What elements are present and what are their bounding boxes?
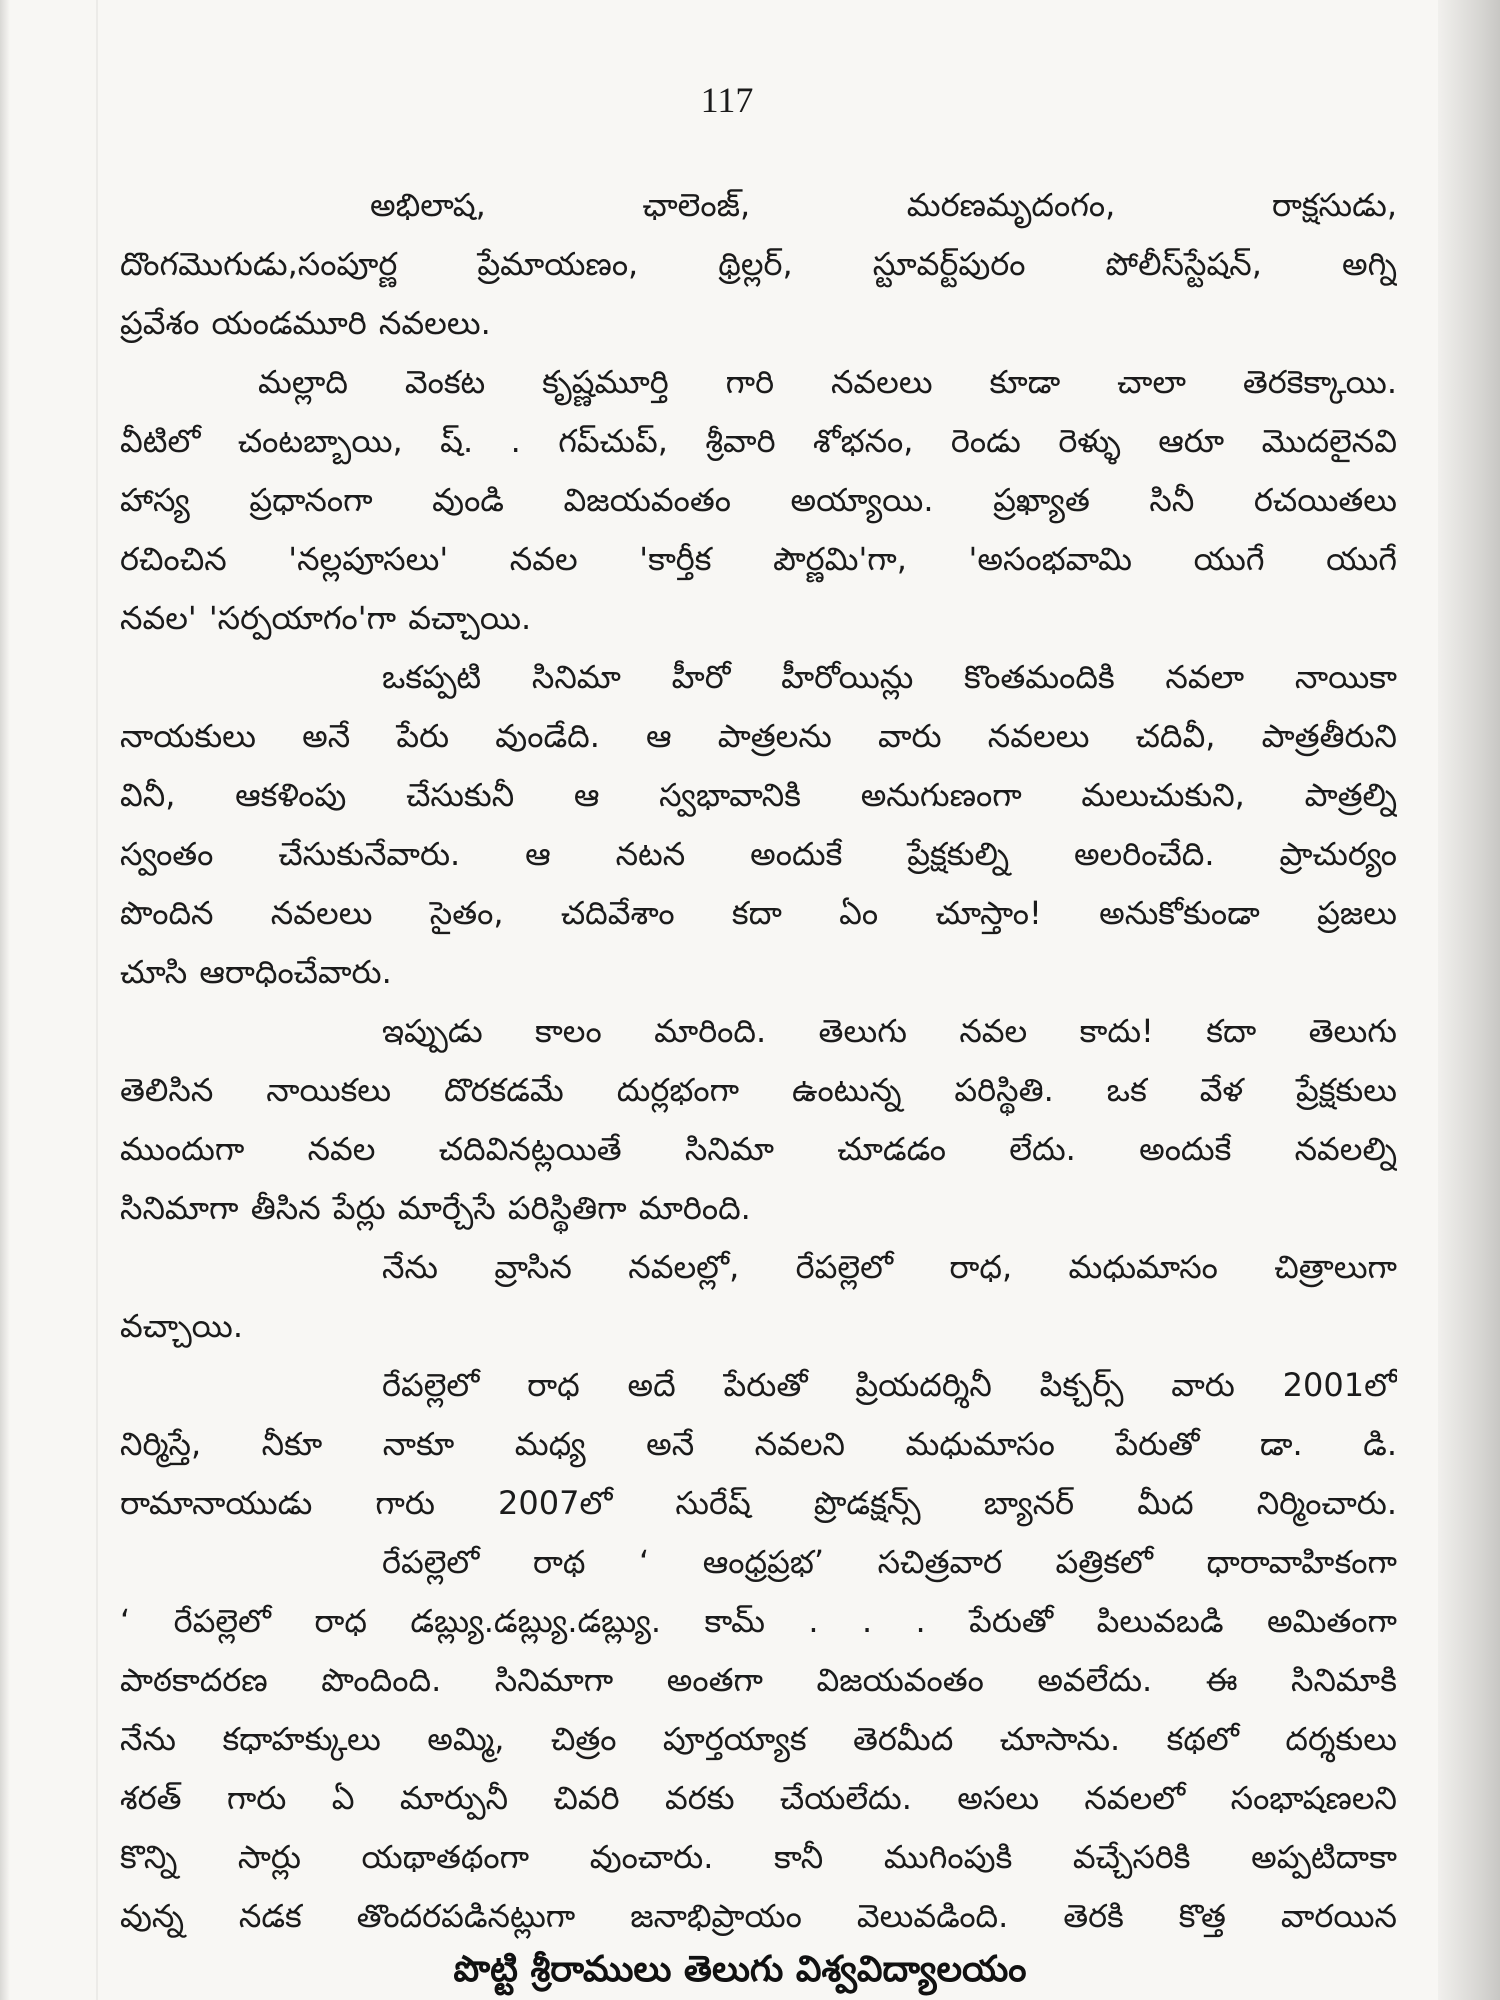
text-line: కొన్ని సార్లు యథాతథంగా వుంచారు. కానీ ముగింపుకి వచ్చేసరికి అప్పటిదాకా — [120, 1838, 1397, 1876]
text-line: నేను వ్రాసిన నవలల్లో, రేపల్లెలో రాధ, మధుమాసం చిత్రాలుగా — [382, 1248, 1397, 1286]
paragraph-4 — [120, 1002, 1397, 1238]
text-line: చూసి ఆరాధించేవారు. — [120, 953, 392, 991]
text-line: పొందిన నవలలు సైతం, చదివేశాం కదా ఏం చూస్తాం! అనుకోకుండా ప్రజలు — [120, 894, 1397, 932]
page-number: 117 — [700, 80, 754, 120]
text-line: నవల' 'సర్పయాగం'గా వచ్చాయి. — [120, 599, 532, 637]
page-right-edge-shadow — [1438, 0, 1500, 2000]
text-line: సినిమాగా తీసిన పేర్లు మార్చేసే పరిస్థితిగా మారింది. — [120, 1189, 751, 1227]
text-line: తెలిసిన నాయికలు దొరకడమే దుర్లభంగా ఉంటున్న పరిస్థితి. ఒక వేళ ప్రేక్షకులు — [120, 1071, 1397, 1109]
text-line: ‘ రేపల్లెలో రాధ డబ్ల్యు.డబ్ల్యు.డబ్ల్యు. కామ్ . . . పేరుతో పిలువబడి అమితంగా — [120, 1602, 1397, 1640]
text-line: వచ్చాయి. — [120, 1307, 244, 1345]
page-fold-line — [96, 0, 98, 2000]
text-line: శరత్ గారు ఏ మార్పునీ చివరి వరకు చేయలేదు. అసలు నవలలో సంభాషణలని — [120, 1779, 1397, 1817]
text-line: మల్లాది వెంకట కృష్ణమూర్తి గారి నవలలు కూడా చాలా తెరకెక్కాయి. — [258, 363, 1397, 401]
text-line: నిర్మిస్తే, నీకూ నాకూ మధ్య అనే నవలని మధుమాసం పేరుతో డా. డి. — [120, 1425, 1397, 1463]
paragraph-6 — [120, 1356, 1397, 1533]
paragraph-1 — [120, 176, 1397, 353]
text-line: అభిలాష, ఛాలెంజ్, మరణమృదంగం, రాక్షసుడు, — [370, 186, 1397, 224]
body-text — [120, 176, 1397, 1946]
text-line: వీటిలో చంటబ్బాయి, ష్. . గప్‌చుప్, శ్రీవారి శోభనం, రెండు రెళ్ళు ఆరూ మొదలైనవి — [120, 422, 1397, 460]
page-left-edge-shadow — [0, 0, 10, 2000]
text-line: పాఠకాదరణ పొందింది. సినిమాగా అంతగా విజయవంతం అవలేదు. ఈ సినిమాకి — [120, 1661, 1397, 1699]
text-line: హాస్య ప్రధానంగా వుండి విజయవంతం అయ్యాయి. ప్రఖ్యాత సినీ రచయితలు — [120, 481, 1397, 519]
text-line: నాయకులు అనే పేరు వుండేది. ఆ పాత్రలను వారు నవలలు చదివీ, పాత్రతీరుని — [120, 717, 1397, 755]
paragraph-7 — [120, 1533, 1397, 1946]
text-line: ఇప్పుడు కాలం మారింది. తెలుగు నవల కాదు! కదా తెలుగు — [382, 1012, 1397, 1050]
text-line: రచించిన 'నల్లపూసలు' నవల 'కార్తీక పౌర్ణమి'గా, 'అసంభవామి యుగే యుగే — [120, 540, 1397, 578]
text-line: ప్రవేశం యండమూరి నవలలు. — [120, 304, 491, 342]
text-line: ముందుగా నవల చదివినట్లయితే సినిమా చూడడం లేదు. అందుకే నవలల్ని — [120, 1130, 1397, 1168]
text-line: రేపల్లెలో రాధ అదే పేరుతో ప్రియదర్శినీ పిక్చర్స్ వారు 2001లో — [382, 1366, 1397, 1404]
text-line: రామానాయుడు గారు 2007లో సురేష్ ప్రొడక్షన్స్ బ్యానర్ మీద నిర్మించారు. — [120, 1484, 1397, 1522]
text-line: వినీ, ఆకళింపు చేసుకునీ ఆ స్వభావానికి అనుగుణంగా మలుచుకుని, పాత్రల్ని — [120, 776, 1397, 814]
text-line: దొంగమొగుడు,సంపూర్ణ ప్రేమాయణం, థ్రిల్లర్, స్టూవర్ట్‌పురం పోలీస్‌స్టేషన్, అగ్ని — [120, 245, 1397, 283]
paragraph-5 — [120, 1238, 1397, 1356]
text-line: స్వంతం చేసుకునేవారు. ఆ నటన అందుకే ప్రేక్షకుల్ని అలరించేది. ప్రాచుర్యం — [120, 835, 1397, 873]
paragraph-2 — [120, 353, 1397, 648]
text-line: ఒకప్పటి సినిమా హీరో హీరోయిన్లు కొంతమందికి నవలా నాయికా — [382, 658, 1397, 696]
text-line: నేను కధాహక్కులు అమ్మి, చిత్రం పూర్తయ్యాక తెరమీద చూసాను. కథలో దర్శకులు — [120, 1720, 1397, 1758]
text-line: వున్న నడక తొందరపడినట్లుగా జనాభిప్రాయం వెలువడింది. తెరకి కొత్త వారయిన — [120, 1897, 1397, 1935]
text-line: రేపల్లెలో రాథ ‘ ఆంధ్రప్రభ’ సచిత్రవార పత్రికలో ధారావాహికంగా — [382, 1543, 1397, 1581]
publisher-footer: పొట్టి శ్రీరాములు తెలుగు విశ్వవిద్యాలయం — [453, 1949, 1027, 1990]
paragraph-3 — [120, 648, 1397, 1002]
